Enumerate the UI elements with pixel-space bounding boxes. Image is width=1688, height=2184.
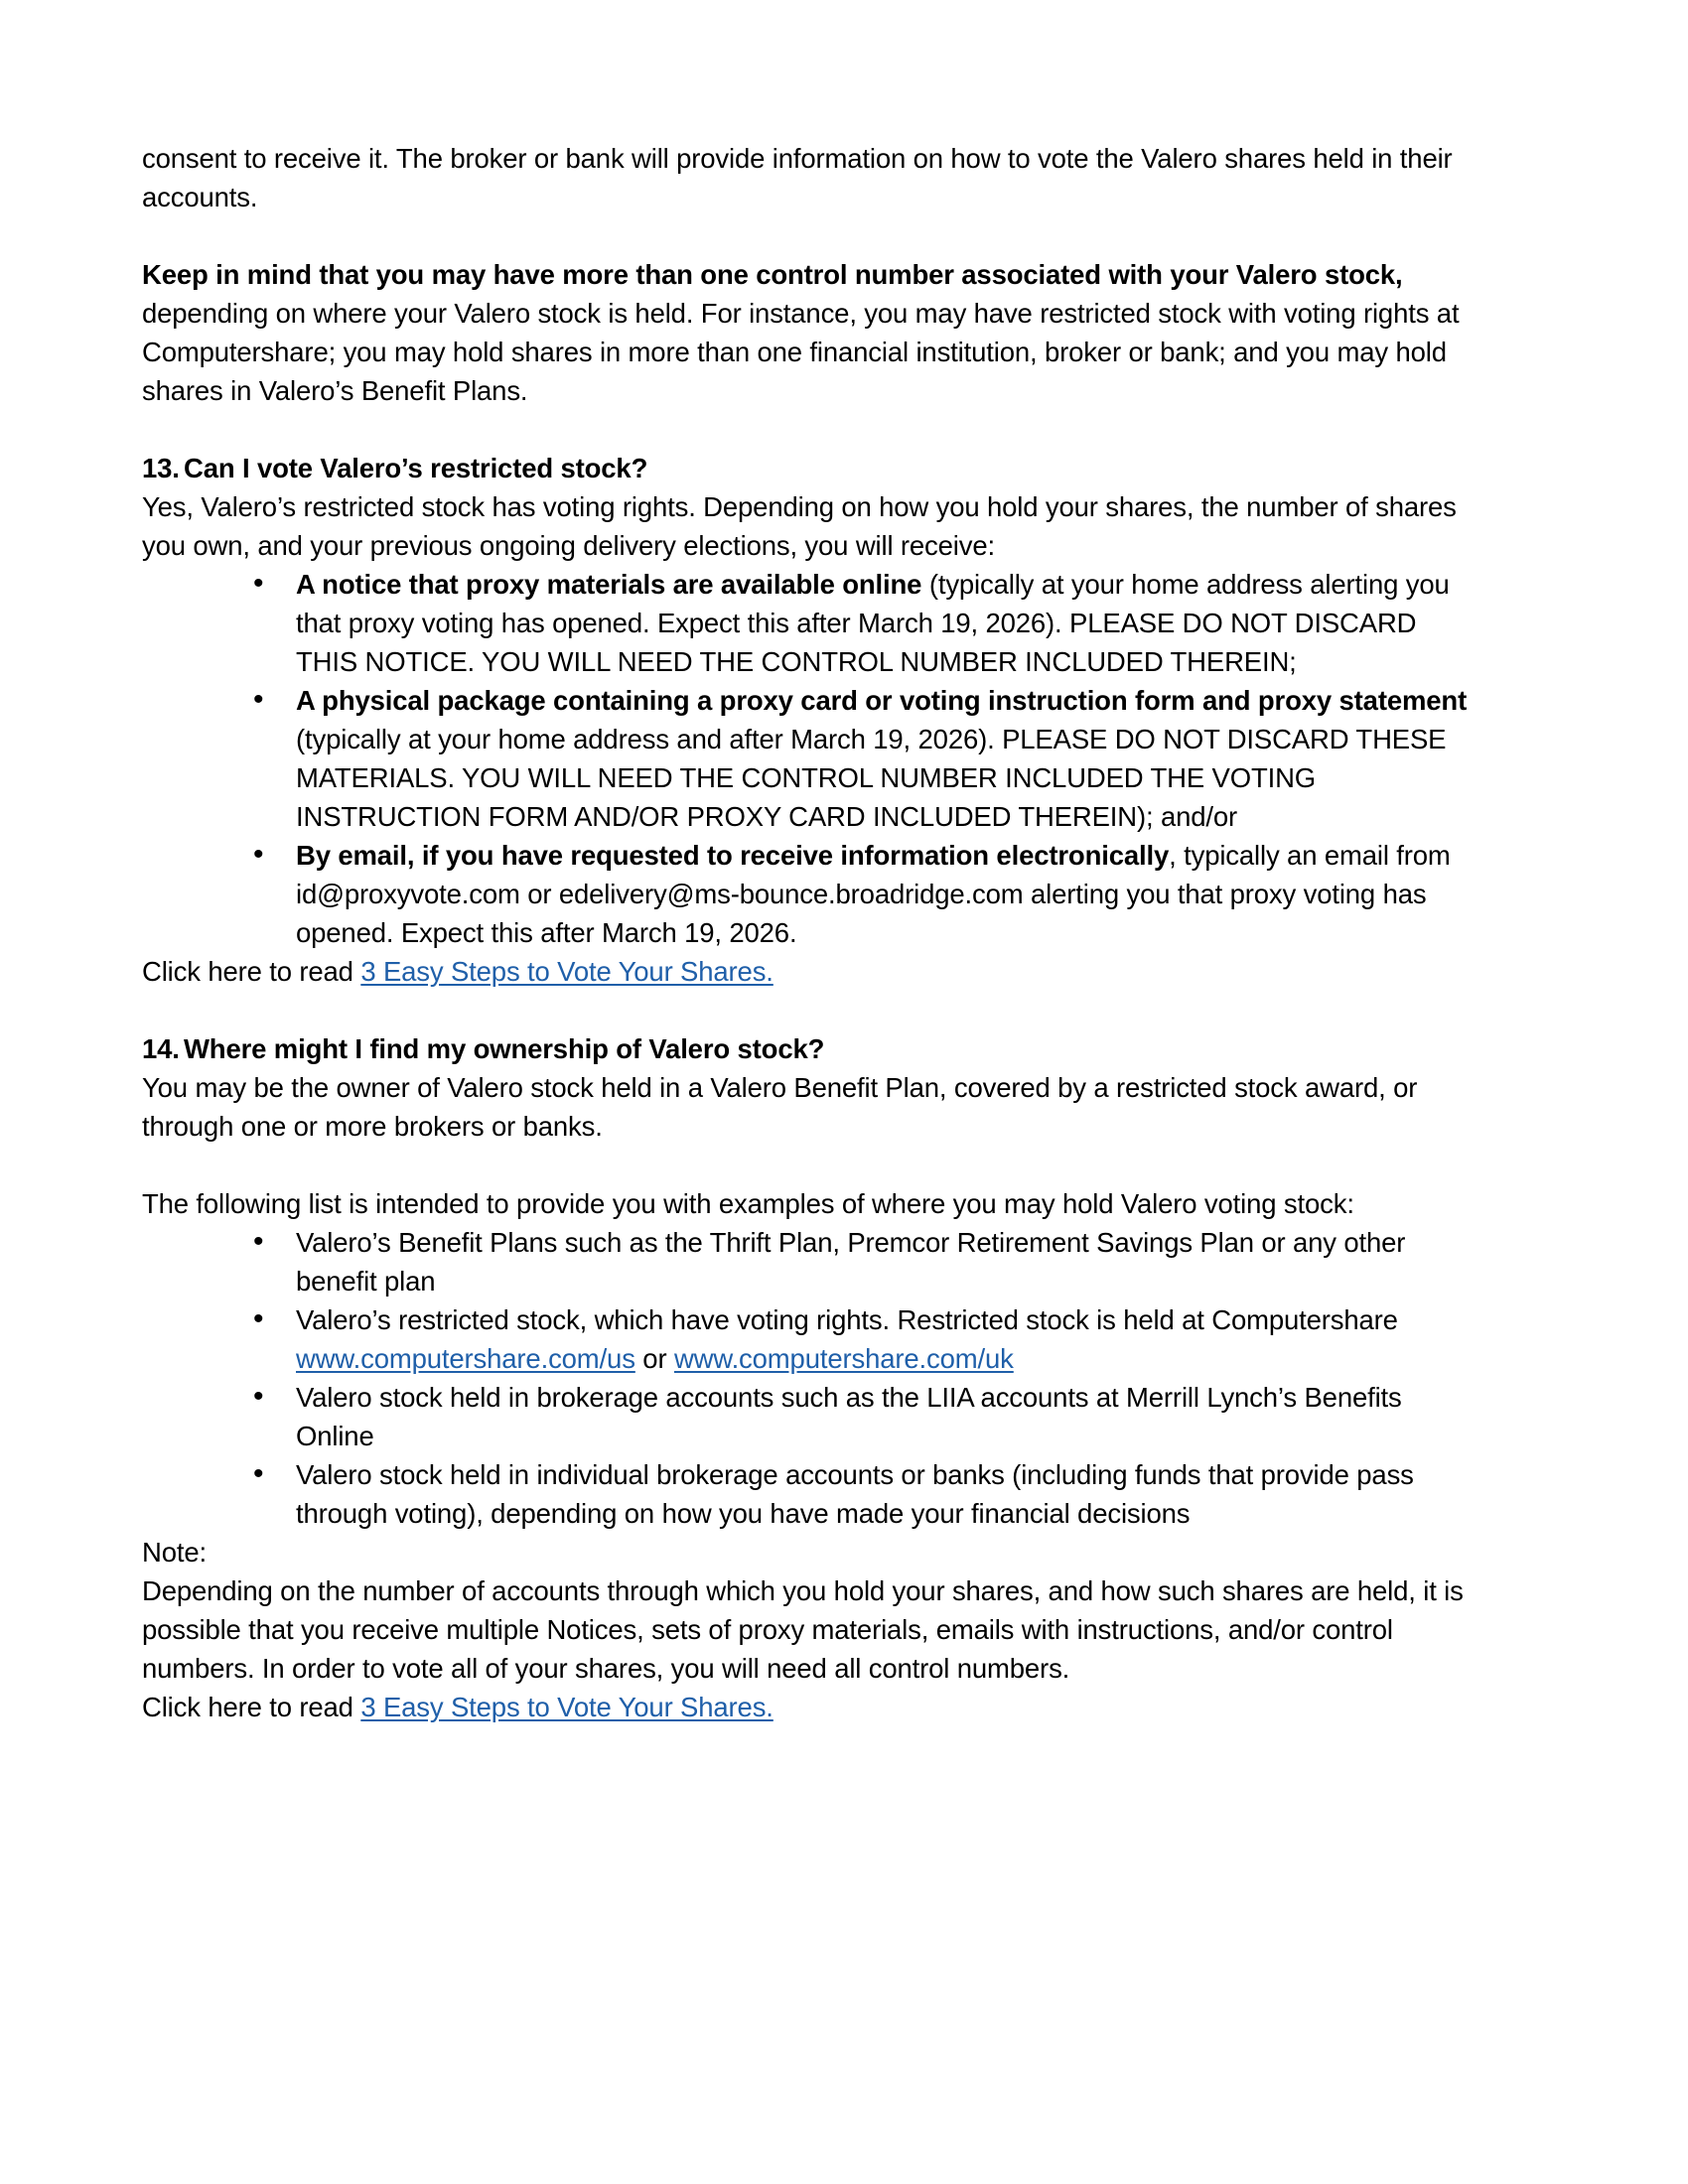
list-item xyxy=(142,1378,1482,1455)
bullet-rest: , typically an email from id@proxyvote.com or edelivery@ms-bounce.broadridge.com alerting you that proxy voting has opened. Expect this after March 19, 2026. xyxy=(296,840,1451,948)
question-13-heading xyxy=(142,449,1482,487)
bullet-text: Valero stock held in individual brokerage accounts or banks (including funds that provide pass through voting), depending on how you have made your financial decisions xyxy=(296,1459,1414,1529)
computershare-uk-link[interactable]: www.computershare.com/uk xyxy=(673,1343,1014,1374)
note-body: Depending on the number of accounts through which you hold your shares, and how such shares are held, it is possible that you receive multiple Notices, sets of proxy materials, emails with instructions, and/or control numbers. In order to vote all of your shares, you will need all control numbers. xyxy=(142,1575,1464,1684)
click-here-prefix: Click here to read xyxy=(142,956,361,987)
question-14-intro: You may be the owner of Valero stock held in a Valero Benefit Plan, covered by a restricted stock award, or through one or more brokers or banks. xyxy=(142,1072,1418,1142)
document-body xyxy=(142,139,1482,1726)
question-14-number: 14. xyxy=(142,1033,180,1064)
bullet-text: Valero stock held in brokerage accounts such as the LIIA accounts at Merrill Lynch’s Benefits Online xyxy=(296,1382,1402,1451)
paragraph-spacer xyxy=(142,1146,1482,1184)
bullet-bold-lead: By email, if you have requested to receive information electronically xyxy=(296,840,1170,871)
question-14-click-here-line xyxy=(142,1688,1482,1726)
question-13-click-here-line xyxy=(142,952,1482,991)
list-item xyxy=(142,836,1482,952)
list-item xyxy=(142,565,1482,681)
three-easy-steps-link[interactable]: 3 Easy Steps to Vote Your Shares. xyxy=(360,1692,774,1722)
three-easy-steps-link[interactable]: 3 Easy Steps to Vote Your Shares. xyxy=(360,956,774,987)
list-item xyxy=(142,1455,1482,1533)
continued-paragraph: consent to receive it. The broker or bank will provide information on how to vote the Valero shares held in their accounts. xyxy=(142,143,1453,212)
list-item xyxy=(142,1300,1482,1378)
question-14-heading xyxy=(142,1029,1482,1068)
keep-in-mind-paragraph xyxy=(142,255,1482,410)
question-13-heading-text: Can I vote Valero’s restricted stock? xyxy=(184,453,648,483)
bullet-rest: (typically at your home address and after March 19, 2026). PLEASE DO NOT DISCARD THESE MATERIALS. YOU WILL NEED THE CONTROL NUMBER INCLUDED THE VOTING INSTRUCTION FORM AND/OR PROXY CARD INCLUDED THEREIN); and/or xyxy=(296,724,1447,832)
computershare-us-link[interactable]: www.computershare.com/us xyxy=(296,1343,635,1374)
bullet-text-before: Valero’s restricted stock, which have voting rights. Restricted stock is held at Computershare xyxy=(296,1304,1398,1335)
question-13-number: 13. xyxy=(142,453,180,483)
note-label: Note: xyxy=(142,1537,207,1568)
question-14-heading-text: Where might I find my ownership of Valero stock? xyxy=(184,1033,825,1064)
question-13-bullet-list xyxy=(142,565,1482,952)
keep-in-mind-bold-lead: Keep in mind that you may have more than one control number associated with your Valero stock, xyxy=(142,259,1403,290)
bullet-text: Valero’s Benefit Plans such as the Thrift Plan, Premcor Retirement Savings Plan or any other benefit plan xyxy=(296,1227,1406,1297)
paragraph-spacer xyxy=(142,410,1482,449)
click-here-prefix: Click here to read xyxy=(142,1692,361,1722)
list-item xyxy=(142,1223,1482,1300)
list-item xyxy=(142,681,1482,836)
question-14-list-intro: The following list is intended to provide you with examples of where you may hold Valero voting stock: xyxy=(142,1188,1354,1219)
paragraph-spacer xyxy=(142,216,1482,255)
keep-in-mind-rest: depending on where your Valero stock is held. For instance, you may have restricted stock with voting rights at Computershare; you may hold shares in more than one financial institution, broker or bank; and you may hold shares in Valero’s Benefit Plans. xyxy=(142,298,1460,406)
bullet-rest: (typically at your home address alerting you that proxy voting has opened. Expect this after March 19, 2026). PLEASE DO NOT DISCARD THIS NOTICE. YOU WILL NEED THE CONTROL NUMBER INCLUDED THEREIN; xyxy=(296,569,1450,677)
bullet-bold-lead: A physical package containing a proxy card or voting instruction form and proxy statement xyxy=(296,685,1468,716)
paragraph-spacer xyxy=(142,991,1482,1029)
question-14-bullet-list xyxy=(142,1223,1482,1533)
bullet-bold-lead: A notice that proxy materials are available online xyxy=(296,569,922,600)
question-13-intro: Yes, Valero’s restricted stock has voting rights. Depending on how you hold your shares, the number of shares you own, and your previous ongoing delivery elections, you will receive: xyxy=(142,491,1457,561)
bullet-between-text: or xyxy=(634,1343,674,1374)
